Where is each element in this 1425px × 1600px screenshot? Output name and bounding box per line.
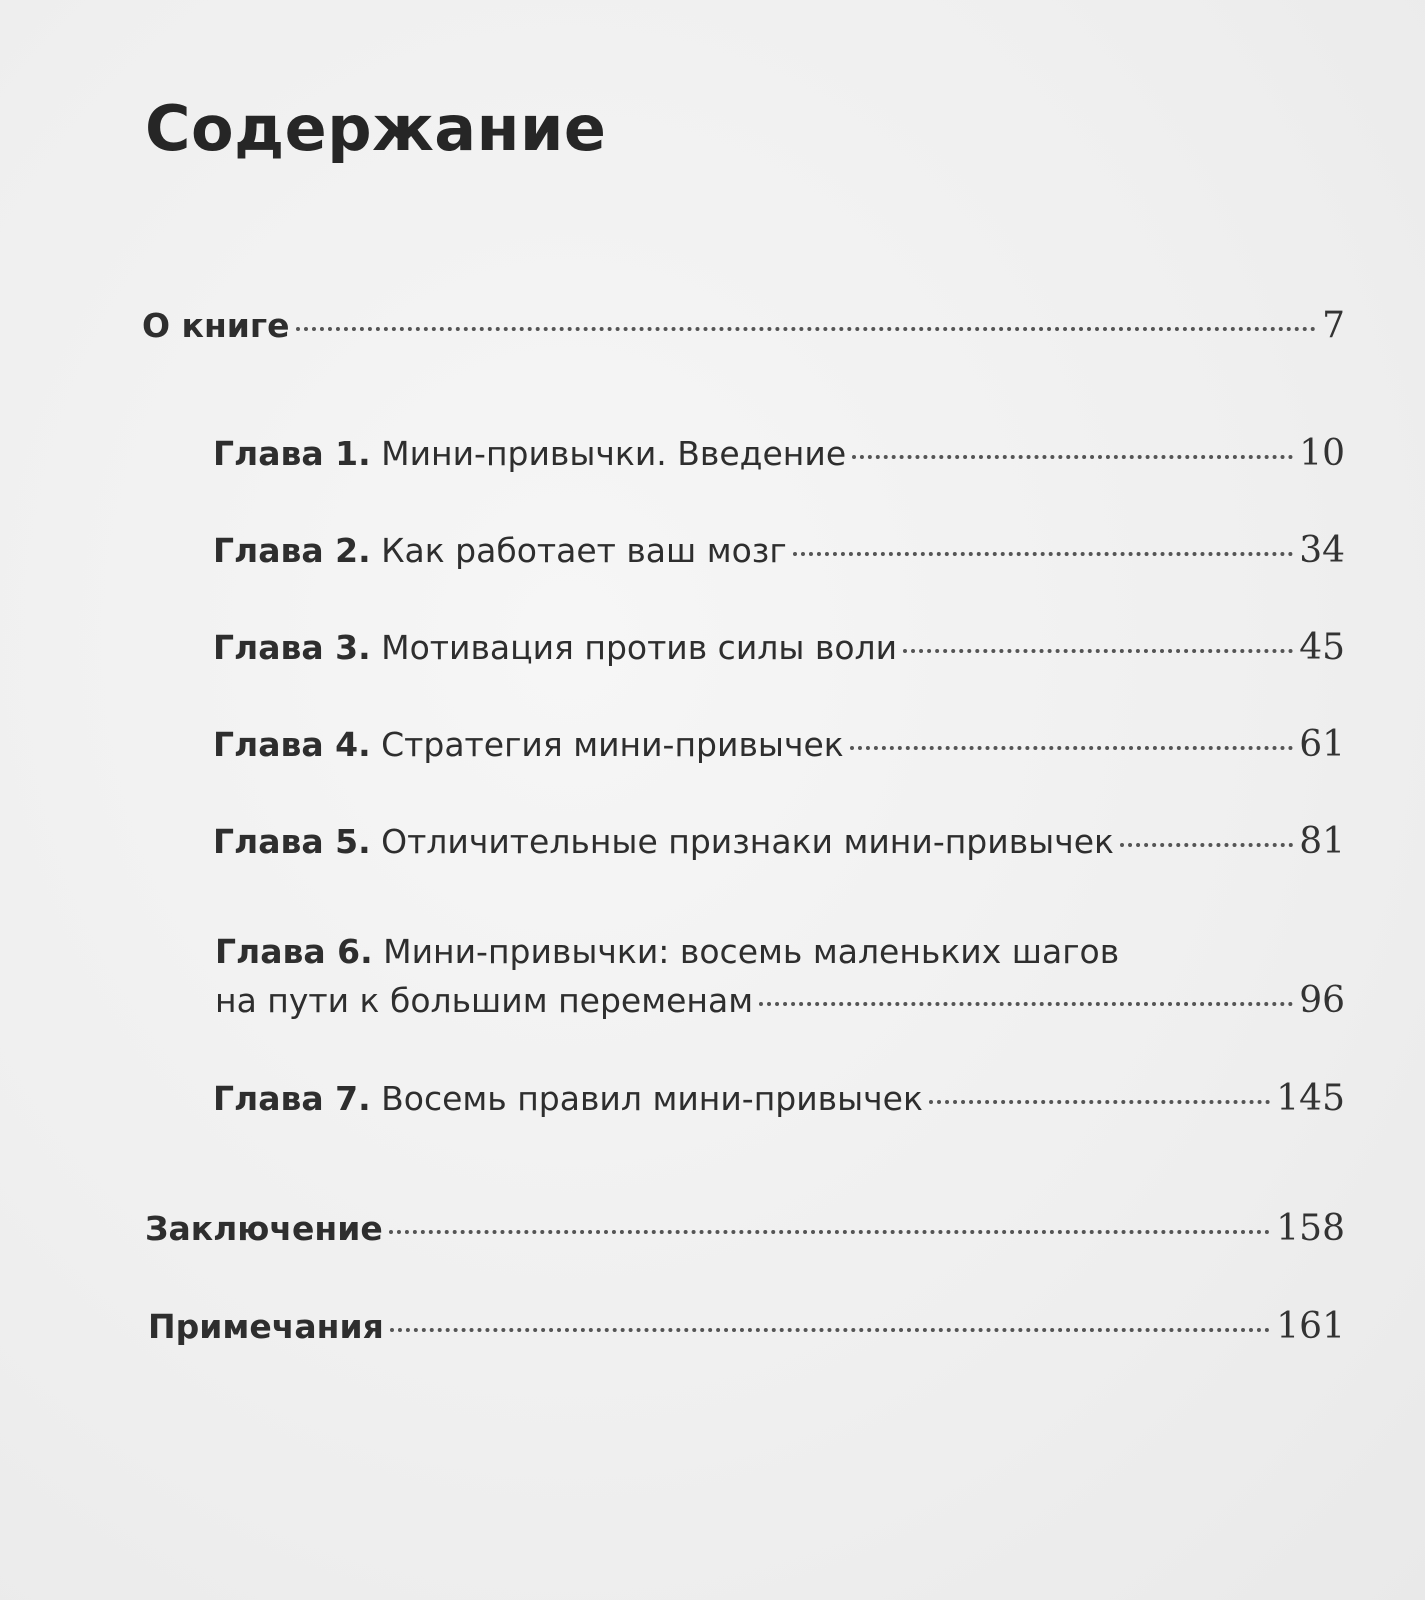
chapter-prefix: Глава 4. [213,725,371,764]
chapter-title: Мини-привычки. Введение [381,434,847,473]
toc-page-number: 10 [1299,433,1345,474]
toc-page-number: 96 [1299,980,1345,1021]
toc-entry-label [213,531,787,570]
toc-dot-leader [1120,843,1293,847]
toc-entry-label [213,1079,923,1118]
toc-entry-label: Заключение [145,1209,383,1248]
toc-dot-leader [296,327,1317,331]
chapter-title: Как работает ваш мозг [381,531,787,570]
toc-entry-chapter-4 [213,724,1345,765]
chapter-title: Восемь правил мини-привычек [381,1079,923,1118]
toc-dot-leader [389,1230,1271,1234]
toc-dot-leader [390,1328,1271,1332]
chapter-title-continued: на пути к большим переменам [215,981,754,1020]
toc-dot-leader [759,1002,1293,1006]
toc-entry-conclusion [145,1208,1345,1249]
toc-page-number: 158 [1276,1208,1345,1249]
toc-page-number: 45 [1299,627,1345,668]
toc-dot-leader [903,649,1293,653]
toc-entry-chapter-6 [215,980,1345,1021]
toc-entry-notes [148,1306,1345,1347]
toc-page-number: 61 [1299,724,1345,765]
chapter-prefix: Глава 3. [213,628,371,667]
toc-entry-chapter-3 [213,627,1345,668]
toc-entry-label [213,822,1114,861]
chapter-prefix: Глава 2. [213,531,371,570]
toc-page-number: 145 [1276,1078,1345,1119]
chapter-title: Мотивация против силы воли [381,628,898,667]
toc-dot-leader [850,746,1294,750]
toc-dot-leader [852,455,1293,459]
toc-dot-leader [929,1100,1270,1104]
chapter-title: Стратегия мини-привычек [381,725,844,764]
toc-entry-chapter-1 [213,433,1345,474]
toc-entry-label: Примечания [148,1307,384,1346]
chapter-title: Мини-привычки: восемь маленьких шагов [383,932,1120,971]
toc-entry-chapter-2 [213,530,1345,571]
toc-entry-chapter-7 [213,1078,1345,1119]
toc-entry-chapter-6-line1 [215,932,1119,971]
toc-entry-chapter-5 [213,821,1345,862]
page-title: Содержание [145,92,607,165]
chapter-prefix: Глава 5. [213,822,371,861]
chapter-prefix: Глава 7. [213,1079,371,1118]
toc-dot-leader [793,552,1294,556]
toc-entry-label: О книге [142,306,290,345]
chapter-prefix: Глава 1. [213,434,371,473]
chapter-prefix: Глава 6. [215,932,373,971]
toc-page-number: 34 [1299,530,1345,571]
toc-entry-label [213,725,844,764]
toc-page-number: 7 [1322,305,1345,346]
toc-entry-label [213,434,846,473]
toc-entry-about [142,305,1345,346]
toc-entry-label [213,628,897,667]
toc-page-number: 81 [1299,821,1345,862]
chapter-title: Отличительные признаки мини-привычек [381,822,1114,861]
toc-page-number: 161 [1276,1306,1345,1347]
